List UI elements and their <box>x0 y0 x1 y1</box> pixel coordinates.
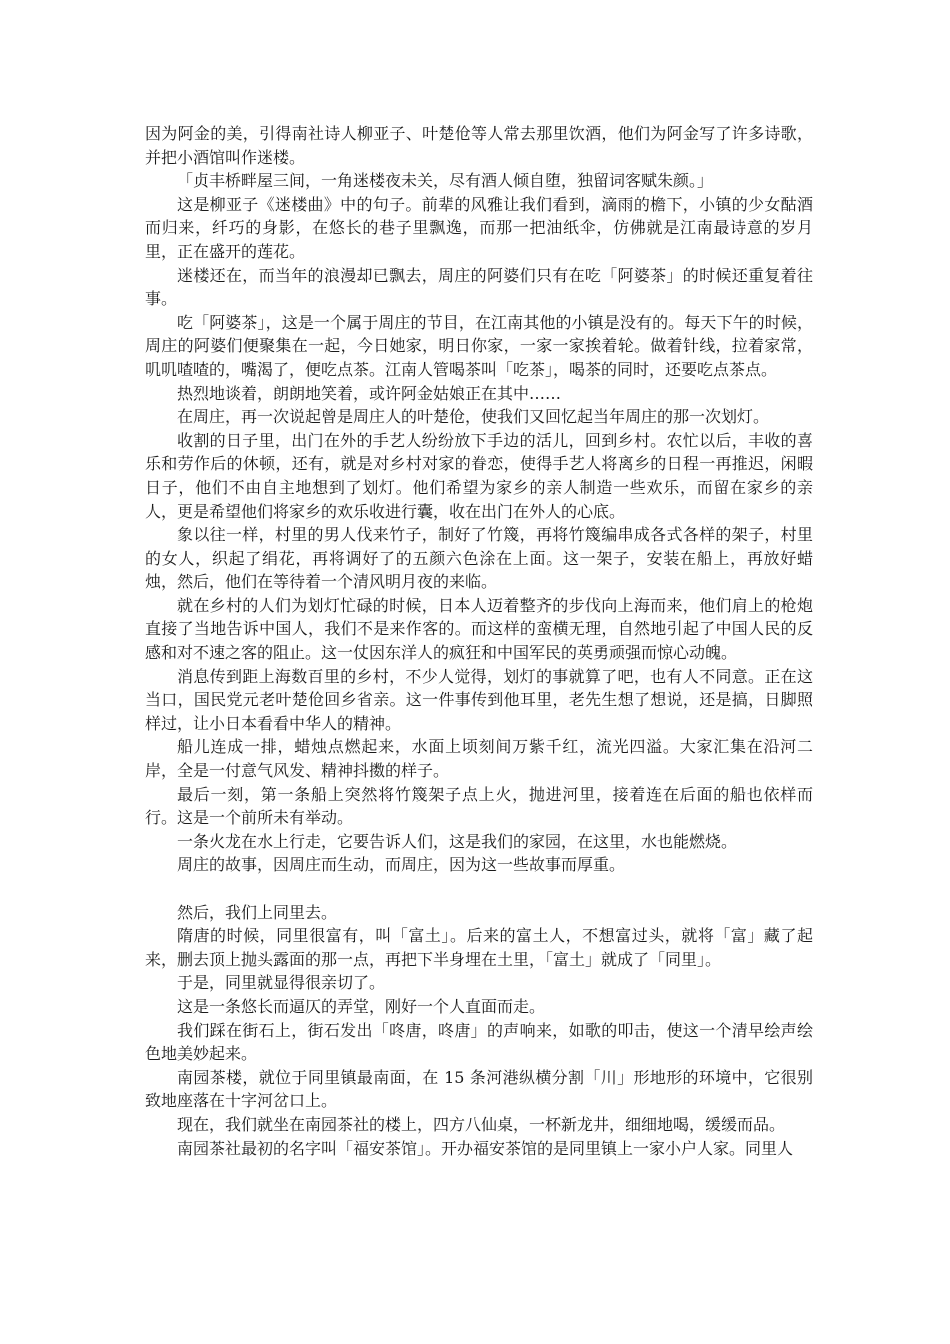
paragraph: 最后一刻，第一条船上突然将竹篾架子点上火，抛进河里，接着连在后面的船也依样而行。这是一个前所未有举动。 <box>145 784 813 828</box>
paragraph: 南园茶社最初的名字叫「福安茶馆」。开办福安茶馆的是同里镇上一家小户人家。同里人 <box>177 1138 794 1158</box>
paragraph: 消息传到距上海数百里的乡村，不少人觉得，划灯的事就算了吧，也有人不同意。正在这当口，国民党元老叶楚伧回乡省亲。这一件事传到他耳里，老先生想了想说，还是搞，日脚照样过，让小日本看看中华人的精神。 <box>145 666 813 733</box>
paragraph: 南园茶楼，就位于同里镇最南面，在 15 条河港纵横分割「川」形地形的环境中，它很别致地座落在十字河岔口上。 <box>145 1067 813 1111</box>
paragraph: 周庄的故事，因周庄而生动，而周庄，因为这一些故事而厚重。 <box>177 855 626 875</box>
paragraph: 一条火龙在水上行走，它要告诉人们，这是我们的家园，在这里，水也能燃烧。 <box>177 831 738 851</box>
paragraph: 然后，我们上同里去。 <box>177 902 338 922</box>
paragraph: 隋唐的时候，同里很富有，叫「富土」。后来的富土人，不想富过头，就将「富」藏了起来，删去顶上抛头露面的那一点，再把下半身埋在土里，「富土」就成了「同里」。 <box>145 926 813 969</box>
paragraph: 迷楼还在，而当年的浪漫却已飘去，周庄的阿婆们只有在吃「阿婆茶」的时候还重复着往事。 <box>145 265 813 309</box>
paragraph: 船儿连成一排，蜡烛点燃起来，水面上顷刻间万紫千红，流光四溢。大家汇集在沿河二岸，全是一付意气风发、精神抖擞的样子。 <box>145 737 813 781</box>
paragraph: 这是柳亚子《迷楼曲》中的句子。前辈的风雅让我们看到，滴雨的檐下，小镇的少女酤酒而归来，纤巧的身影，在悠长的巷子里飘逸，而那一把油纸伞，仿佛就是江南最诗意的岁月里，正在盛开的莲花。 <box>145 194 813 261</box>
poem-quote: 「贞丰桥畔屋三间，一角迷楼夜未关，尽有酒人倾自堕，独留词客赋朱颜。」 <box>177 171 714 191</box>
paragraph: 在周庄，再一次说起曾是周庄人的叶楚伧，使我们又回忆起当年周庄的那一次划灯。 <box>177 407 770 427</box>
paragraph: 现在，我们就坐在南园茶社的楼上，四方八仙桌，一杯新龙井，细细地喝，缓缓而品。 <box>177 1114 786 1134</box>
section-break <box>145 877 813 901</box>
paragraph: 这是一条悠长而逼仄的弄堂，刚好一个人直面而走。 <box>177 996 546 1016</box>
paragraph: 于是，同里就显得很亲切了。 <box>177 973 386 993</box>
paragraph: 因为阿金的美，引得南社诗人柳亚子、叶楚伧等人常去那里饮酒，他们为阿金写了许多诗歌，并把小酒馆叫作迷楼。 <box>145 124 813 167</box>
paragraph: 热烈地谈着，朗朗地笑着，或许阿金姑娘正在其中…… <box>177 383 562 403</box>
paragraph: 我们踩在街石上，街石发出「咚唐，咚唐」的声响来，如歌的叩击，使这一个清早绘声绘色地美妙起来。 <box>145 1020 813 1064</box>
paragraph: 就在乡村的人们为划灯忙碌的时候，日本人迈着整齐的步伐向上海而来，他们肩上的枪炮直接了当地告诉中国人，我们不是来作客的。而这样的蛮横无理，自然地引起了中国人民的反感和对不速之客的阻止。这一仗因东洋人的疯狂和中国军民的英勇顽强而惊心动魄。 <box>145 595 813 663</box>
document-page <box>145 122 813 1160</box>
paragraph: 收割的日子里，出门在外的手艺人纷纷放下手边的活儿，回到乡村。农忙以后，丰收的喜乐和劳作后的休顿，还有，就是对乡村对家的眷恋，使得手艺人将离乡的日程一再推迟，闲暇日子，他们不由自主地想到了划灯。他们希望为家乡的亲人制造一些欢乐，而留在家乡的亲人，更是希望他们将家乡的欢乐收进行囊，收在出门在外人的心底。 <box>145 430 813 521</box>
paragraph: 象以往一样，村里的男人伐来竹子，制好了竹篾，再将竹篾编串成各式各样的架子，村里的女人，织起了绢花，再将调好了的五颜六色涂在上面。这一架子，安装在船上，再放好蜡烛，然后，他们在等待着一个清风明月夜的来临。 <box>145 525 813 592</box>
paragraph: 吃「阿婆茶」，这是一个属于周庄的节目，在江南其他的小镇是没有的。每天下午的时候，周庄的阿婆们便聚集在一起，今日她家，明日你家，一家一家挨着轮。做着针线，拉着家常，叽叽喳喳的，嘴渴了，便吃点茶。江南人管喝茶叫「吃茶」，喝茶的同时，还要吃点茶点。 <box>145 312 813 379</box>
